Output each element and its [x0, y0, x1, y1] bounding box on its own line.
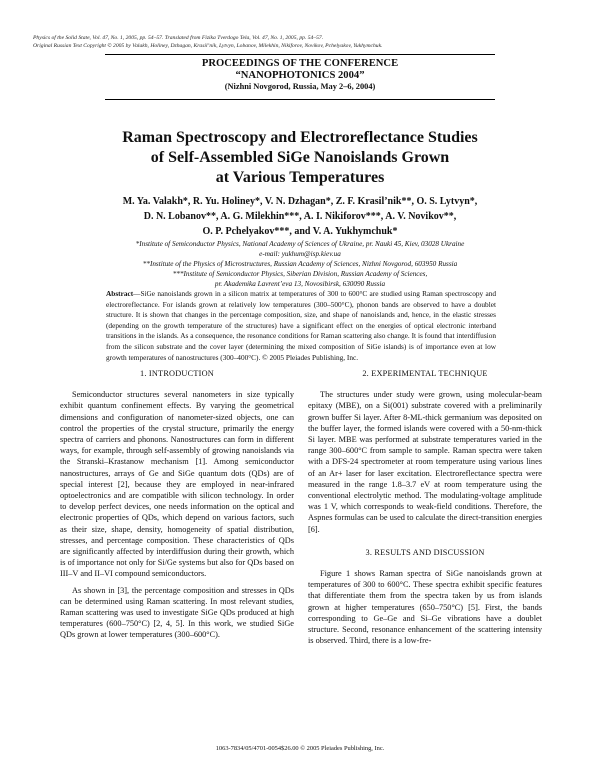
affiliation-1: *Institute of Semiconductor Physics, National Academy of Sciences of Ukraine, pr. Nauki 45, Kiev, 03028 Ukraine [135, 240, 465, 248]
introduction-paragraph-2: As shown in [3], the percentage composition and stresses in QDs can be determined using Raman scattering. In most relevant studies, Raman scattering was used to investigate SiGe QDs produced at high temperatures (600–750°C) [2, 4, 5]. In this work, we studied SiGe QDs grown at lower temperatures (300–600°C). [60, 585, 294, 640]
bottom-rule [105, 99, 495, 100]
copyright-footer: 1063-7834/05/4701-0054$26.00 © 2005 Pleiades Publishing, Inc. [215, 745, 385, 752]
proceedings-line2: “NANOPHOTONICS 2004” [235, 70, 365, 81]
top-rule [105, 54, 495, 55]
section-experimental-heading: 2. EXPERIMENTAL TECHNIQUE [362, 369, 488, 378]
authors-line2: D. N. Lobanov**, A. G. Milekhin***, A. I. Nikiforov***, A. V. Novikov**, [143, 211, 457, 222]
email-address: e-mail: yukhum@isp.kiev.ua [259, 250, 341, 258]
section-results-heading: 3. RESULTS AND DISCUSSION [365, 547, 485, 557]
experimental-paragraph-1: The structures under study were grown, using molecular-beam epitaxy (MBE), on a Si(001) substrate covered with a preliminarily grown buffer Si layer. After 8-ML-thick germanium was deposited on the buffer layer, the formed islands were covered with a 50-nm-thick Si layer. MBE was performed at substrate temperatures varied in the range 300–600°C from sample to sample. Raman spectra were taken with a DFS-24 spectrometer at room temperature using various lines of an Ar+ laser for laser excitation. Electroreflectance spectra were measured in the range 1.8–3.7 eV at room temperature using the conventional electrolytic method. The modulating-voltage amplitude was 1 V, which corresponds to weak-field conditions. Therefore, the Aspnes formulas can be used to calculate the direct-transition energies [6]. [308, 390, 542, 534]
title-line1: Raman Spectroscopy and Electroreflectance Studies [122, 129, 478, 146]
proceedings-line1: PROCEEDINGS OF THE CONFERENCE [201, 58, 399, 69]
affiliation-3a: ***Institute of Semiconductor Physics, Siberian Division, Russian Academy of Sciences, [172, 270, 428, 278]
journal-header-line1: Physics of the Solid State, Vol. 47, No. 1, 2005, pp. 54–57. Translated from Fizika Tverdogo Tela, Vol. 47, No. 1, 2005, pp. 54–57. [33, 35, 324, 41]
right-column [308, 368, 542, 646]
journal-header [33, 34, 573, 50]
title-line2: of Self-Assembled SiGe Nanoislands Grown [150, 149, 450, 166]
authors-line1: M. Ya. Valakh*, R. Yu. Holiney*, V. N. Dzhagan*, Z. F. Krasil’nik**, O. S. Lytvyn*, [122, 196, 478, 207]
abstract [106, 289, 496, 363]
results-paragraph-1: Figure 1 shows Raman spectra of SiGe nanoislands grown at temperatures of 300 to 600°C. These spectra exhibit specific features that differentiate them from the spectra taken by us from islands grown at higher temperatures (650–750°C) [5]. First, the bands corresponding to Ge–Ge and Si–Ge vibrations have a doublet structure. Second, resonance enhancement of the scattering intensity is observed. Third, there is a low-fre- [308, 569, 542, 646]
authors-line3: O. P. Pchelyakov***, and V. A. Yukhymchuk* [202, 226, 398, 237]
affiliation-3b: pr. Akademika Lavrent’eva 13, Novosibirsk, 630090 Russia [214, 280, 386, 288]
conference-venue: (Nizhni Novgorod, Russia, May 2–6, 2004) [224, 82, 376, 91]
abstract-label: Abstract [106, 289, 134, 298]
title-line3: at Various Temperatures [215, 169, 385, 186]
left-column [60, 368, 294, 641]
journal-header-line2: Original Russian Text Copyright © 2005 by Valakh, Holiney, Dzhagan, Krasil’nik, Lytvyn, Lobanov, Milekhin, Nikiforov, Novikov, Pchelyakov, Yukhymchuk. [33, 43, 383, 49]
section-introduction-heading: 1. INTRODUCTION [140, 369, 214, 378]
abstract-text: —SiGe nanoislands grown in a silicon matrix at temperatures of 300 to 600°C are studied using Raman spectroscopy and electroreflectance. For islands grown at relatively low temperatures (300–500°C), phonon bands are observed to have a doublet structure. It is shown that changes in the percentage composition, size, and shape of nanoislands and, hence, in the elastic stresses (depending on the growth temperature of the structures) have a significant effect on the energies of optical electronic interband transitions in the islands. As a consequence, the resonance conditions for Raman scattering also change. It is found that interdiffusion from the silicon substrate and the cover layer (determining the mixed composition of SiGe islands) is of importance even at low growth temperatures of nanostructures (300–400°C). © 2005 Pleiades Publishing, Inc. [106, 289, 496, 362]
introduction-paragraph-1: Semiconductor structures several nanometers in size typically exhibit quantum confinement effects. By varying the geometrical dimensions and configuration of nanometer-sized objects, one can control the properties of the crystal structure, primarily the energy spectra of carriers and phonons. Nanostructures can form in different ways, for example, through self-assembly of growing nanoislands via the Stranski–Krastanow mechanism [1]. Among semiconductor nanostructures, arrays of Ge and SiGe quantum dots (QDs) are of special interest [2], because they are employed in near-infrared optoelectronics and are compatible with silicon technology. In order to develop perfect devices, one needs information on the optical and electronic properties of QDs, which depend on various factors, such as their size, shape, density, homogeneity of spatial distribution, stresses, and percentage composition. These characteristics of QDs are significantly affected by interdiffusion during their growth, which is of importance not only for Si/Ge systems but also for QDs based on III–V and II–VI compound semiconductors. [60, 390, 294, 579]
affiliation-2: **Institute of the Physics of Microstructures, Russian Academy of Sciences, Nizhni Novgorod, 603950 Russia [142, 260, 458, 268]
